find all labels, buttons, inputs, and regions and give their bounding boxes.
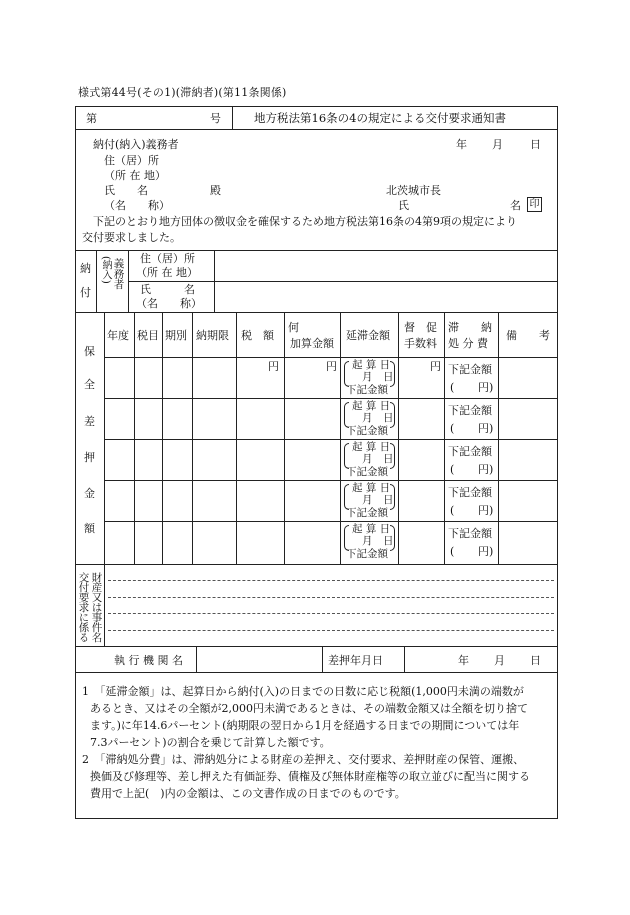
header-year: 年度 — [107, 329, 129, 342]
note-1-line-2: あるとき、又はその全額が2,000円未満であるときは、その端数金額又は全額を切り捨て — [90, 702, 529, 715]
row-label-char: 保 — [84, 345, 95, 358]
tax-amount-yen: 円 — [268, 360, 279, 373]
issuer-name-1: 氏 — [398, 199, 409, 212]
calc-month-day-label: 月 日 — [362, 371, 394, 383]
note-1-line-3: ます。)に年14.6パーセント(納期限の翌日から1月を経過する日までの期間については年 — [90, 719, 520, 732]
lower-amount-label: 下記金額 — [346, 507, 388, 519]
seizure-date-label: 差押年月日 — [328, 654, 383, 667]
execution-agency-label: 執 行 機 関 名 — [114, 654, 183, 667]
header-tax-amount: 税 額 — [241, 329, 274, 342]
disposal-paren-open: ( — [450, 381, 455, 394]
calc-start-label: 起 算 日 — [352, 482, 391, 494]
disposal-paren-yen: 円 — [478, 381, 489, 394]
disposal-paren-open: ( — [450, 463, 455, 476]
obligor-outer-label-paren: (納入) — [100, 256, 111, 284]
calc-start-label: 起 算 日 — [352, 441, 391, 453]
row-label-char: 金 — [84, 487, 95, 500]
seizure-day: 日 — [530, 654, 541, 667]
header-surcharge-2: 加算金額 — [290, 337, 334, 350]
calc-month-day-label: 月 日 — [362, 494, 394, 506]
obligor-side-label: 義務者 — [112, 258, 125, 290]
form-number-label: 様式第44号(その1)(滞納者)(第11条関係) — [78, 86, 287, 99]
body-text-line1: 下記のとおり地方団体の徴収金を確保するため地方税法第16条の4第9項の規定により — [93, 215, 517, 228]
date-day: 日 — [530, 138, 541, 151]
calc-month-day-label: 月 日 — [362, 412, 394, 424]
note-2-line-2: 換価及び修理等、差し押えた有価証券、債権及び無体財産権等の取立並びに配当に関する — [90, 770, 530, 783]
date-month: 月 — [492, 138, 503, 151]
date-year: 年 — [456, 138, 467, 151]
addressee-location: （所 在 地） — [104, 169, 166, 182]
calc-start-label: 起 算 日 — [352, 400, 391, 412]
disposal-paren-yen: 円 — [478, 422, 489, 435]
disposal-paren-close: ) — [489, 381, 494, 394]
header-disposal-2: 処 分 費 — [448, 337, 488, 350]
disposal-lower-amount: 下記金額 — [448, 363, 492, 376]
header-fee-2: 手数料 — [404, 337, 437, 350]
issuer-name-2: 名 — [510, 199, 521, 212]
note-1-line-4: 7.3パーセント)の割合を乗じて計算した額です。 — [90, 736, 331, 749]
header-delinquency: 延滞金額 — [346, 329, 390, 342]
row-label-char: 押 — [84, 451, 95, 464]
honorific: 殿 — [210, 184, 221, 197]
obligor-address: 住（居）所 — [140, 252, 195, 265]
addressee-name: 氏 名 — [104, 184, 148, 197]
property-label-b: 財産又は事件名 — [90, 572, 103, 642]
addressee-name-alt: （名 称） — [104, 199, 170, 212]
note-1-line-1: 1 「延滞金額」は、起算日から納付(入)の日までの日数に応じ税額(1,000円未満の端数が — [82, 685, 524, 698]
calc-month-day-label: 月 日 — [362, 535, 394, 547]
lower-amount-label: 下記金額 — [346, 425, 388, 437]
row-label-char: 全 — [84, 378, 95, 391]
header-tax-item: 税目 — [137, 329, 159, 342]
number-prefix: 第 — [86, 112, 97, 125]
disposal-paren-yen: 円 — [478, 504, 489, 517]
disposal-paren-close: ) — [489, 504, 494, 517]
calc-start-label: 起 算 日 — [352, 359, 391, 371]
row-label-char: 差 — [84, 415, 95, 428]
disposal-lower-amount: 下記金額 — [448, 486, 492, 499]
form-title: 地方税法第16条の4の規定による交付要求通知書 — [254, 111, 506, 125]
calc-start-label: 起 算 日 — [352, 523, 391, 535]
issuer: 北茨城市長 — [386, 184, 441, 197]
fee-yen: 円 — [430, 360, 441, 373]
property-label-a: 交付要求に係る — [77, 572, 90, 642]
lower-amount-label: 下記金額 — [346, 384, 388, 396]
header-fee-1: 督 促 — [404, 321, 437, 334]
calc-month-day-label: 月 日 — [362, 453, 394, 465]
seizure-month: 月 — [494, 654, 505, 667]
header-surcharge-1: 何 — [288, 321, 299, 334]
number-suffix: 号 — [210, 112, 221, 125]
obligor-name-alt: （名 称） — [136, 297, 202, 310]
lower-amount-label: 下記金額 — [346, 466, 388, 478]
disposal-paren-yen: 円 — [478, 463, 489, 476]
obligor-location: （所 在 地） — [136, 266, 198, 279]
surcharge-yen: 円 — [326, 360, 337, 373]
body-text-line2: 交付要求しました。 — [82, 231, 181, 244]
disposal-paren-open: ( — [450, 545, 455, 558]
disposal-lower-amount: 下記金額 — [448, 445, 492, 458]
header-due: 納期限 — [196, 329, 229, 342]
row-label-char: 額 — [84, 522, 95, 535]
lower-amount-label: 下記金額 — [346, 548, 388, 560]
disposal-lower-amount: 下記金額 — [448, 404, 492, 417]
disposal-paren-open: ( — [450, 422, 455, 435]
addressee-address: 住（居）所 — [104, 154, 159, 167]
note-2-line-1: 2 「滞納処分費」は、滞納処分による財産の差押え、交付要求、差押財産の保管、運搬、 — [82, 753, 525, 766]
seizure-year: 年 — [458, 654, 469, 667]
disposal-paren-close: ) — [489, 545, 494, 558]
disposal-paren-open: ( — [450, 504, 455, 517]
obligor-outer-label-2: 付 — [80, 286, 91, 299]
header-disposal-1: 滞 納 — [448, 321, 492, 334]
obligor-label: 納付(納入)義務者 — [93, 138, 179, 151]
note-2-line-3: 費用で上記( )内の金額は、この文書作成の日までのものです。 — [90, 787, 406, 800]
disposal-lower-amount: 下記金額 — [448, 527, 492, 540]
obligor-name: 氏 名 — [140, 283, 195, 296]
header-period: 期別 — [165, 329, 187, 342]
obligor-outer-label-1: 納 — [80, 262, 91, 275]
disposal-paren-close: ) — [489, 463, 494, 476]
header-remarks: 備 考 — [506, 329, 550, 342]
disposal-paren-yen: 円 — [478, 545, 489, 558]
seal-box: 印 — [527, 197, 542, 212]
disposal-paren-close: ) — [489, 422, 494, 435]
